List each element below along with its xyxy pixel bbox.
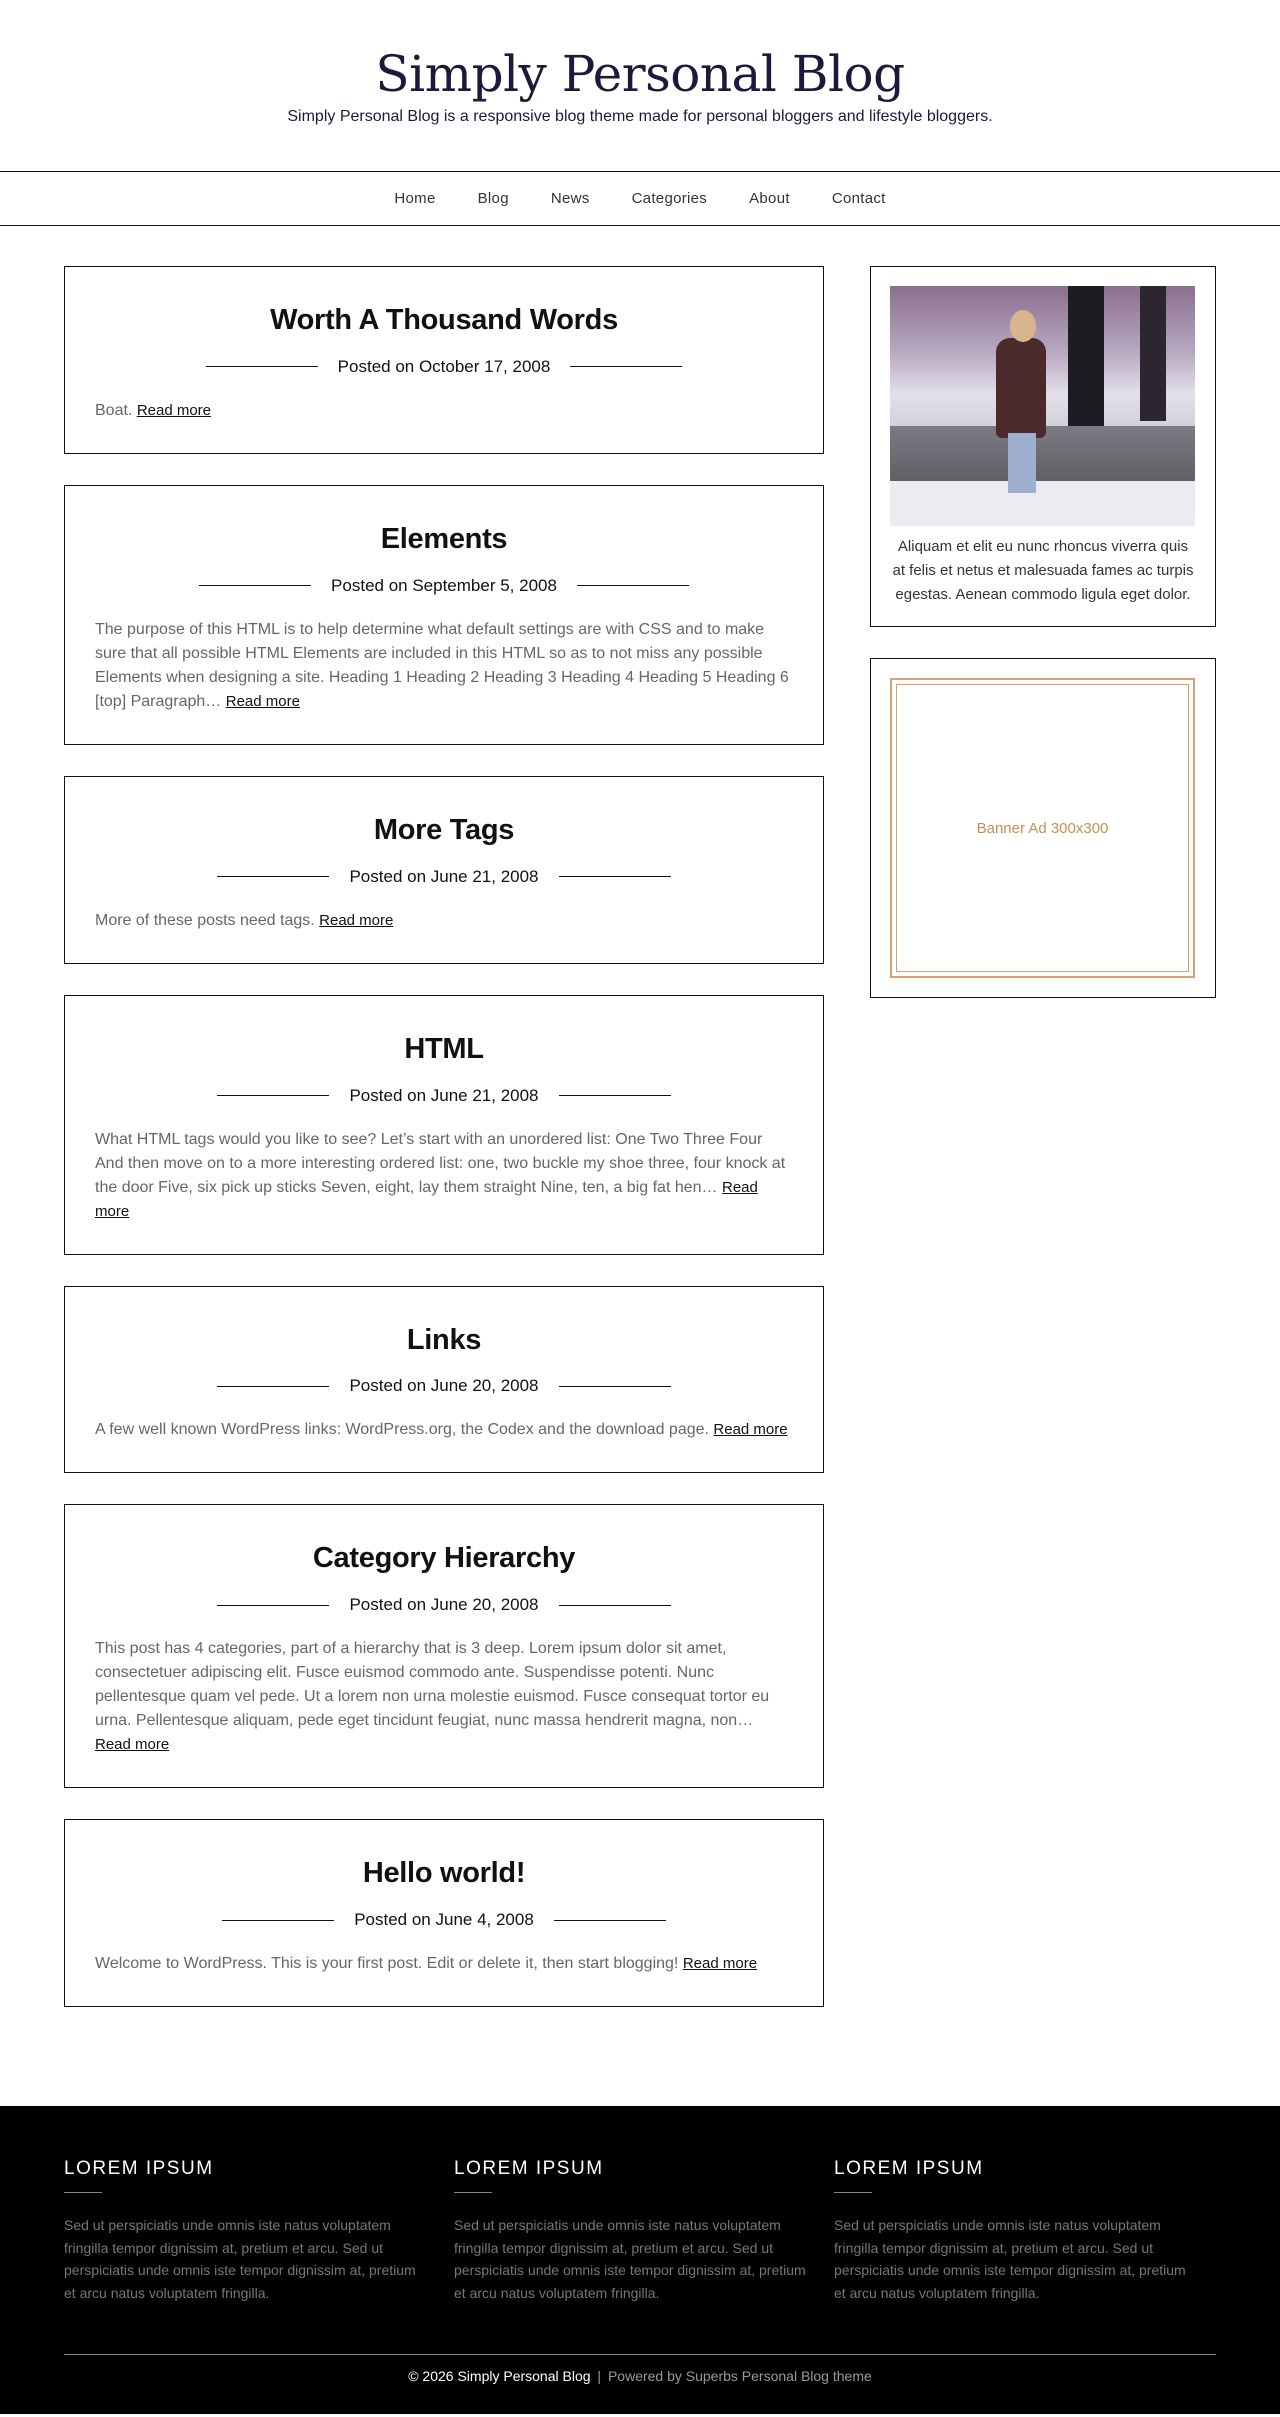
post-card [64,1504,824,1788]
meta-divider-left [217,1386,329,1387]
post-date: Posted on September 5, 2008 [331,575,557,595]
post-card [64,776,824,964]
meta-divider-right [554,1920,666,1921]
meta-divider-left [217,1095,329,1096]
read-more-link[interactable]: Read more [319,911,394,929]
profile-photo [890,286,1195,526]
footer-heading: LOREM IPSUM [834,2158,984,2179]
post-date: Posted on June 21, 2008 [349,866,539,886]
photo-person [992,308,1050,504]
site-footer [0,2106,1280,2414]
excerpt-text: Boat. [95,401,133,419]
footer-heading-underline [834,2192,872,2193]
meta-divider-right [559,876,671,877]
post-card [64,485,824,745]
meta-divider-right [559,1605,671,1606]
post-excerpt [95,1637,793,1757]
post-card [64,266,824,454]
post-excerpt [95,399,793,423]
site-title[interactable]: Simply Personal Blog [375,45,905,103]
footer-heading-underline [454,2192,492,2193]
post-card [64,1819,824,2007]
post-title[interactable]: Worth A Thousand Words [270,304,618,336]
meta-divider-right [559,1386,671,1387]
post-title[interactable]: Hello world! [362,1857,526,1890]
footer-divider [64,2354,1216,2355]
nav-item-contact[interactable]: Contact [831,190,886,207]
banner-ad-label: Banner Ad 300x300 [976,819,1109,837]
nav-item-news[interactable]: News [550,190,590,207]
site-description: Simply Personal Blog is a responsive blog theme made for personal bloggers and lifestyle bloggers. [287,108,993,125]
post-date: Posted on June 20, 2008 [349,1595,539,1615]
photo-person-head [1010,310,1036,342]
meta-divider-left [217,1605,329,1606]
meta-divider-right [559,1095,671,1096]
image-widget [870,266,1216,627]
meta-divider-left [217,876,329,877]
photo-tree [1068,286,1104,436]
nav-item-blog[interactable]: Blog [477,190,509,207]
content-area [0,226,1280,2106]
banner-widget [870,658,1216,998]
post-excerpt [95,1952,793,1976]
footer-column [834,2158,1194,2304]
footer-text: Sed ut perspiciatis unde omnis iste natus voluptatem fringilla tempor dignissim at, pretium et arcu. Sed ut perspiciatis unde omnis iste tempor dignissim at, pretium et arcu natus voluptatem fringilla. [834,2217,1186,2301]
nav-item-about[interactable]: About [749,190,790,207]
footer-column [454,2158,814,2304]
post-meta [95,1910,793,1930]
excerpt-text: A few well known WordPress links: WordPress.org, the Codex and the download page. [95,1421,709,1439]
post-meta [95,867,793,887]
post-meta [95,1376,793,1396]
meta-divider-right [577,585,689,586]
read-more-link[interactable]: Read more [225,692,300,710]
post-excerpt [95,1418,793,1442]
post-date: Posted on June 21, 2008 [349,1085,539,1105]
post-meta [95,1595,793,1615]
banner-ad-inner [896,684,1189,972]
post-excerpt [95,1128,793,1224]
main-nav [0,171,1280,226]
post-list [64,266,824,2038]
powered-by-text[interactable]: Powered by Superbs Personal Blog theme [607,2368,872,2384]
post-excerpt [95,618,793,714]
meta-divider-left [199,585,311,586]
meta-divider-right [570,366,682,367]
read-more-link[interactable]: Read more [682,1955,758,1973]
post-meta [95,576,793,596]
post-meta [95,1086,793,1106]
footer-heading: LOREM IPSUM [454,2158,604,2179]
post-date: Posted on October 17, 2008 [337,356,551,376]
excerpt-text: What HTML tags would you like to see? Let’s start with an unordered list: One Two Three Four And then move on to a more interesting ordered list: one, two buckle my shoe three, four knock at the door Five, six pick up sticks Seven, eight, lay them straight Nine, ten, a big fat hen… [95,1130,786,1196]
post-title[interactable]: HTML [404,1032,484,1065]
footer-column [64,2158,424,2304]
meta-divider-left [206,366,318,367]
footer-text: Sed ut perspiciatis unde omnis iste natus voluptatem fringilla tempor dignissim at, pretium et arcu. Sed ut perspiciatis unde omnis iste tempor dignissim at, pretium et arcu natus voluptatem fringilla. [454,2217,806,2301]
site-header [0,0,1280,171]
nav-item-home[interactable]: Home [394,190,436,207]
post-date: Posted on June 20, 2008 [349,1376,539,1396]
meta-divider-left [222,1920,334,1921]
post-card [64,1286,824,1474]
excerpt-text: Welcome to WordPress. This is your first post. Edit or delete it, then start blogging! [95,1955,679,1973]
photo-person-legs [1008,433,1036,493]
copyright-text[interactable]: © 2026 Simply Personal Blog [408,2368,591,2384]
post-card [64,995,824,1255]
photo-tree [1140,286,1166,421]
nav-item-categories[interactable]: Categories [631,190,708,207]
footer-heading-underline [64,2192,102,2193]
photo-person-coat [996,338,1046,438]
post-meta [95,357,793,377]
excerpt-text: This post has 4 categories, part of a hierarchy that is 3 deep. Lorem ipsum dolor sit amet, consectetuer adipiscing elit. Fusce euismod commodo ante. Suspendisse potenti. Nunc pellentesque quam vel pede. Ut a lorem non urna molestie euismod. Fusce consequat tortor eu urna. Pellentesque aliquam, pede eget tincidunt feugiat, nunc massa hendrerit magna, non… [95,1640,770,1730]
sidebar [870,266,1216,1029]
read-more-link[interactable]: Read more [95,1736,170,1754]
footer-heading: LOREM IPSUM [64,2158,214,2179]
read-more-link[interactable]: Read more [136,401,212,419]
excerpt-text: More of these posts need tags. [95,911,315,929]
post-title[interactable]: Category Hierarchy [312,1542,576,1575]
image-caption: Aliquam et elit eu nunc rhoncus viverra quis at felis et netus et malesuada fames ac turpis egestas. Aenean commodo ligula eget dolor. [892,538,1194,603]
post-title[interactable]: Elements [380,522,508,555]
post-date: Posted on June 4, 2008 [354,1910,534,1930]
footer-separator: | [597,2368,602,2384]
excerpt-text: The purpose of this HTML is to help determine what default settings are with CSS and to make sure that all possible HTML Elements are included in this HTML so as to not miss any possible Elements when designing a site. Heading 1 Heading 2 Heading 3 Heading 4 Heading 5 Heading 6 [top] Paragraph… [95,620,789,710]
post-title[interactable]: Links [406,1323,482,1356]
banner-ad[interactable] [890,678,1195,978]
footer-text: Sed ut perspiciatis unde omnis iste natus voluptatem fringilla tempor dignissim at, pretium et arcu. Sed ut perspiciatis unde omnis iste tempor dignissim at, pretium et arcu natus voluptatem fringilla. [64,2217,416,2301]
post-excerpt [95,909,793,933]
read-more-link[interactable]: Read more [95,1178,758,1220]
footer-bottom-bar [0,2368,1280,2384]
post-title[interactable]: More Tags [373,813,515,846]
read-more-link[interactable]: Read more [713,1421,788,1439]
